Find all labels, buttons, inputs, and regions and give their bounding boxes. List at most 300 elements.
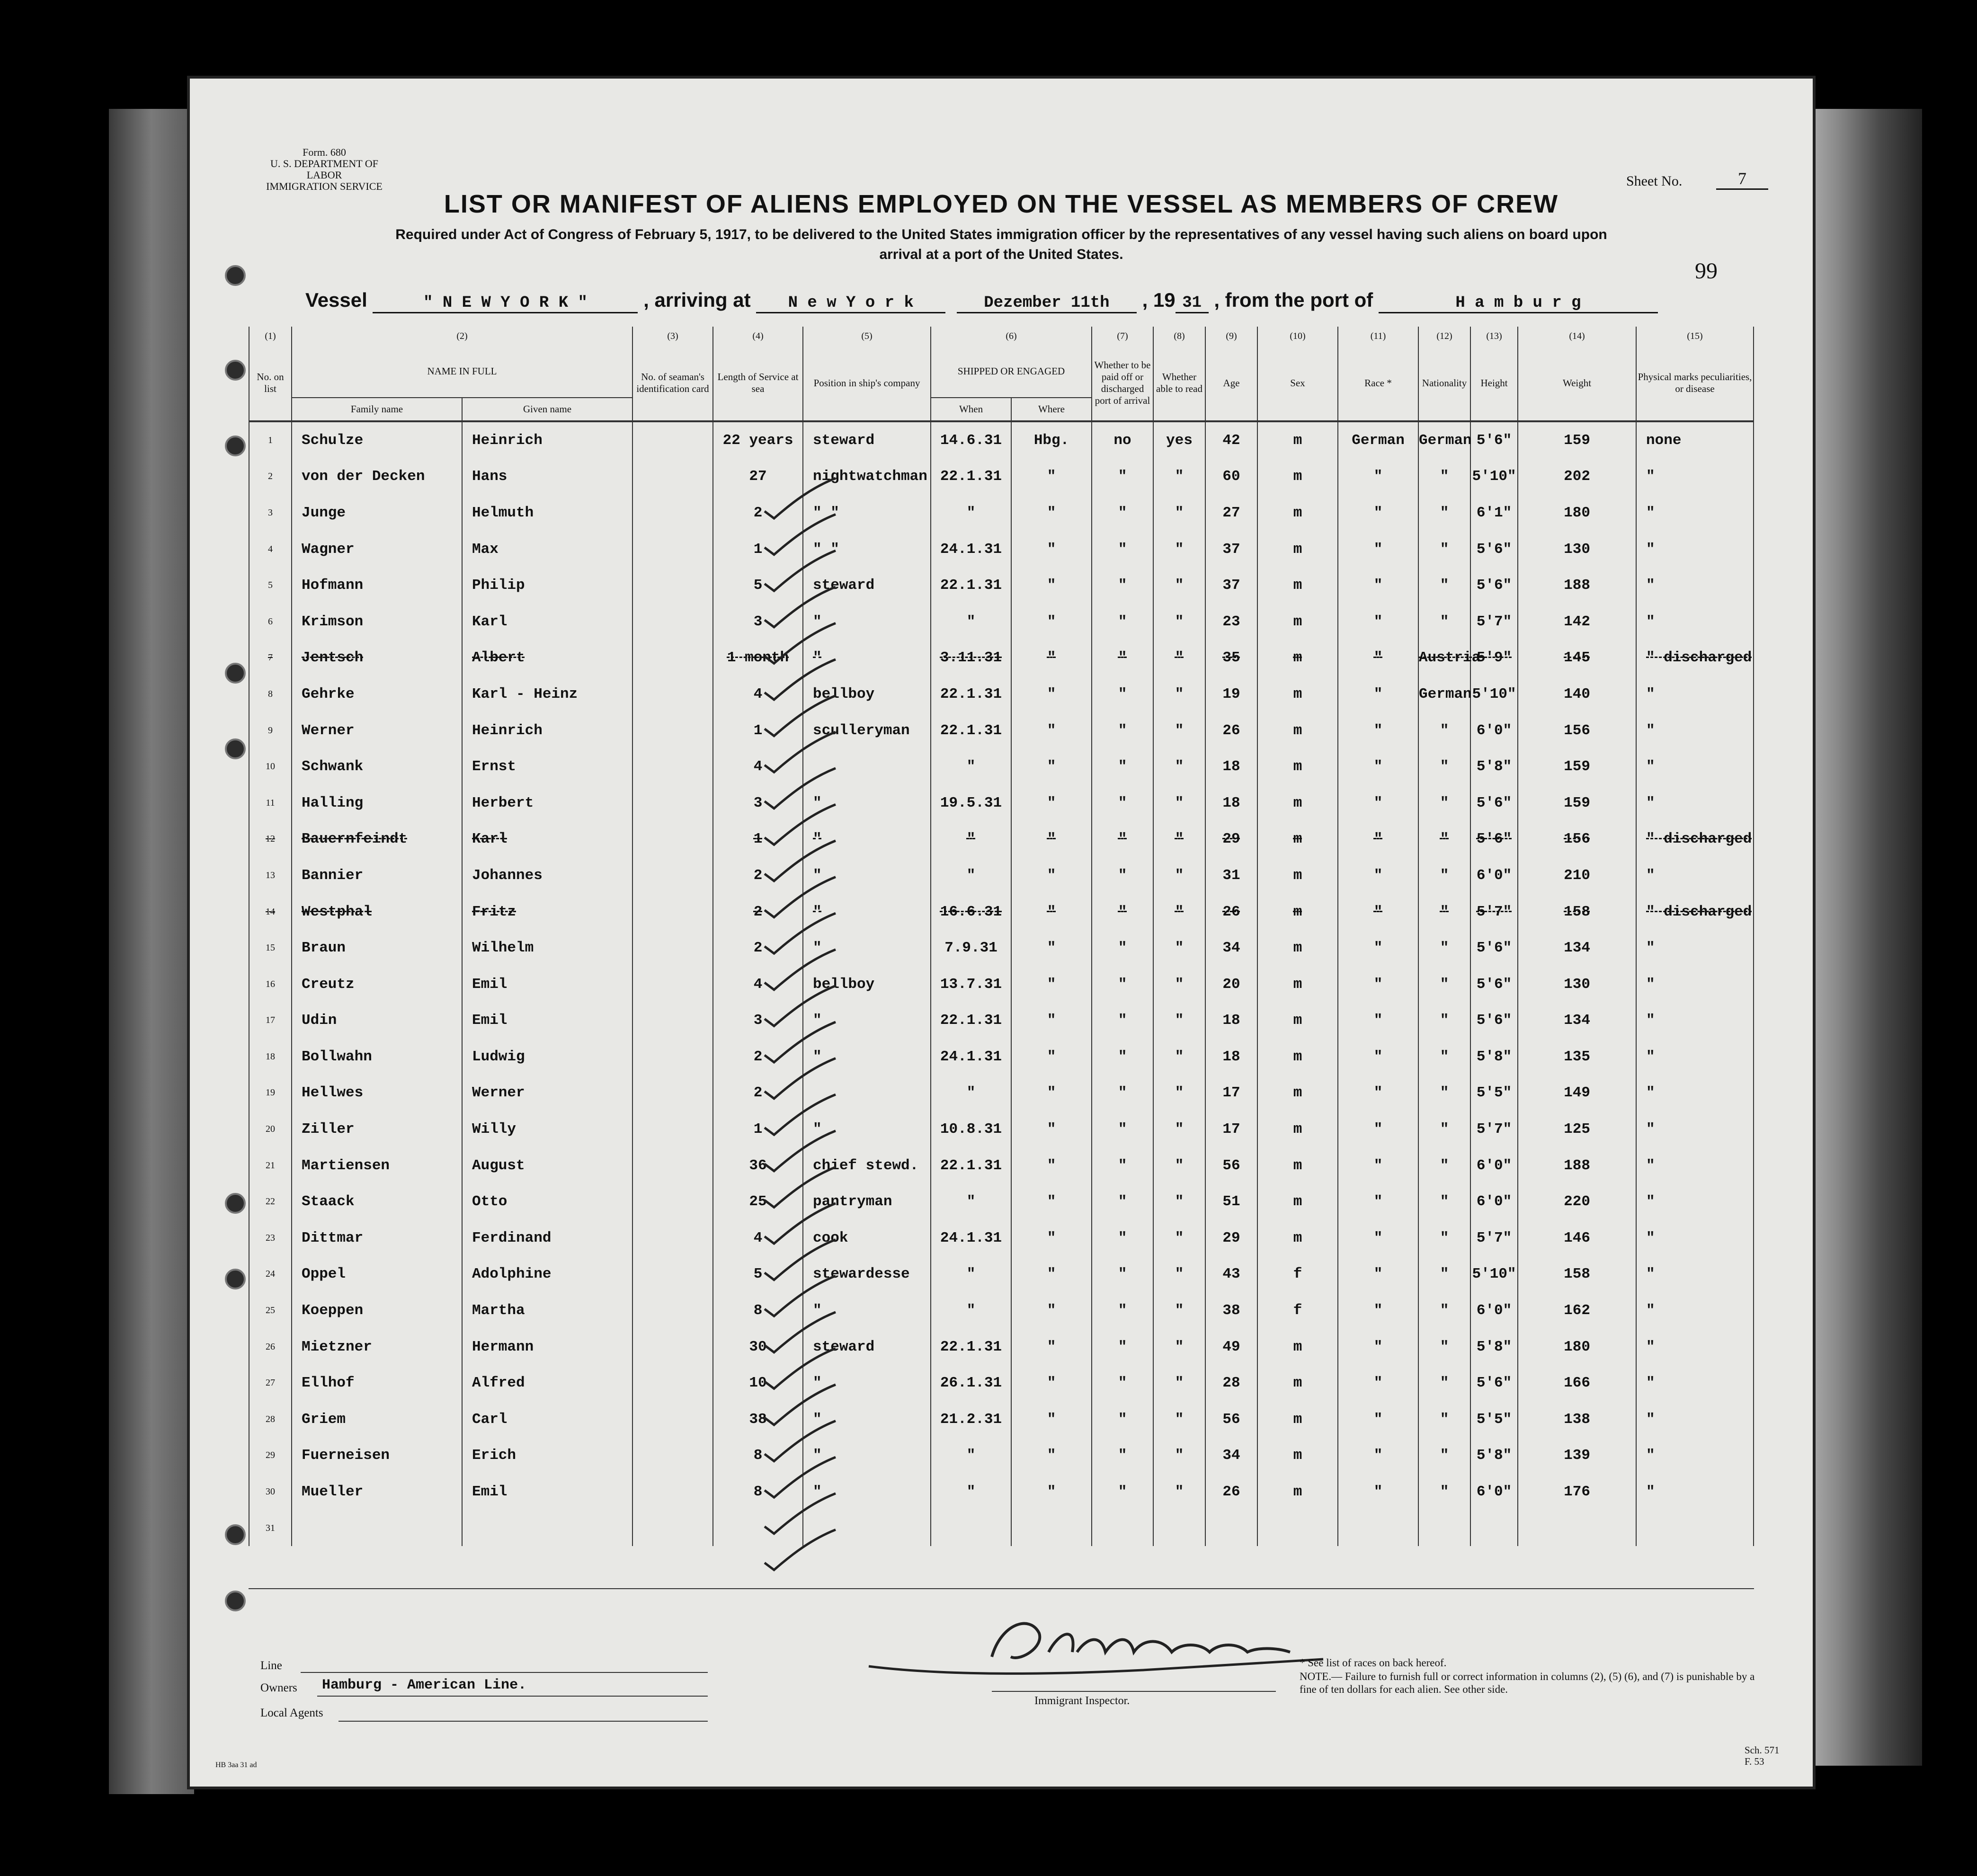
weight — [1518, 1510, 1636, 1547]
checkmarks-overlay — [736, 483, 859, 1628]
shipped-where: " — [1011, 857, 1092, 894]
position: " — [803, 821, 931, 858]
family-name: Bannier — [292, 857, 462, 894]
weight: 176 — [1518, 1474, 1636, 1510]
header-where: Where — [1011, 398, 1092, 421]
arriving-label: , arriving at — [643, 289, 751, 311]
age: 37 — [1205, 531, 1257, 568]
shipped-when: 22.1.31 — [931, 712, 1011, 749]
weight: 166 — [1518, 1365, 1636, 1401]
position: cook — [803, 1220, 931, 1256]
given-name: Johannes — [462, 857, 632, 894]
col-num-7: (7) — [1092, 327, 1153, 346]
race: " — [1338, 1183, 1418, 1220]
paid-off: " — [1092, 894, 1153, 930]
height: 5'9" — [1470, 640, 1518, 676]
able-read: " — [1153, 1401, 1205, 1438]
row-number: 31 — [249, 1510, 292, 1547]
id-card — [632, 1438, 713, 1474]
given-name: Helmuth — [462, 495, 632, 531]
shipped-when: 13.7.31 — [931, 966, 1011, 1003]
physical-marks: " — [1636, 1365, 1754, 1401]
physical-marks: " — [1636, 748, 1754, 785]
table-row — [249, 1111, 1754, 1147]
race: " — [1338, 604, 1418, 640]
table-row — [249, 1039, 1754, 1075]
given-name: Ludwig — [462, 1039, 632, 1075]
position: sculleryman — [803, 712, 931, 749]
height: 5'7" — [1470, 894, 1518, 930]
binding-hole — [225, 360, 246, 381]
weight: 210 — [1518, 857, 1636, 894]
weight: 134 — [1518, 1003, 1636, 1039]
header-able-read: Whether able to read — [1153, 346, 1205, 421]
age: 18 — [1205, 748, 1257, 785]
height: 5'6" — [1470, 531, 1518, 568]
nationality — [1418, 1510, 1470, 1547]
height: 5'10" — [1470, 459, 1518, 495]
race: " — [1338, 1438, 1418, 1474]
physical-marks: " — [1636, 930, 1754, 966]
given-name: Herbert — [462, 785, 632, 821]
nationality: " — [1418, 1365, 1470, 1401]
length-service: 4 — [713, 966, 803, 1003]
shipped-when: " — [931, 1438, 1011, 1474]
row-number: 10 — [249, 748, 292, 785]
position: " — [803, 1039, 931, 1075]
sex: f — [1257, 1292, 1338, 1329]
table-row — [249, 712, 1754, 749]
row-number: 22 — [249, 1183, 292, 1220]
col-num-8: (8) — [1153, 327, 1205, 346]
able-read: " — [1153, 567, 1205, 604]
table-row — [249, 1510, 1754, 1547]
header-nationality: Nationality — [1418, 346, 1470, 421]
paid-off: " — [1092, 1401, 1153, 1438]
weight: 180 — [1518, 1329, 1636, 1365]
paid-off: no — [1092, 421, 1153, 459]
age: 29 — [1205, 1220, 1257, 1256]
table-row — [249, 495, 1754, 531]
sex: m — [1257, 567, 1338, 604]
height: 5'10" — [1470, 1256, 1518, 1293]
weight: 130 — [1518, 531, 1636, 568]
nationality: " — [1418, 894, 1470, 930]
height: 5'10" — [1470, 676, 1518, 712]
shipped-where: " — [1011, 1147, 1092, 1184]
id-card — [632, 421, 713, 459]
height: 5'5" — [1470, 1075, 1518, 1111]
row-number: 14 — [249, 894, 292, 930]
age: 43 — [1205, 1256, 1257, 1293]
position: " — [803, 894, 931, 930]
given-name: Karl — [462, 604, 632, 640]
check-mark — [765, 804, 836, 845]
shipped-when — [931, 1510, 1011, 1547]
table-row — [249, 421, 1754, 459]
nationality: " — [1418, 1401, 1470, 1438]
shipped-when: " — [931, 1292, 1011, 1329]
table-row — [249, 1147, 1754, 1184]
shipped-where: " — [1011, 966, 1092, 1003]
id-card — [632, 531, 713, 568]
header-age: Age — [1205, 346, 1257, 421]
weight: 158 — [1518, 1256, 1636, 1293]
race: " — [1338, 1474, 1418, 1510]
table-row — [249, 1292, 1754, 1329]
given-name: Emil — [462, 966, 632, 1003]
row-number: 13 — [249, 857, 292, 894]
shipped-where: " — [1011, 1292, 1092, 1329]
family-name: Koeppen — [292, 1292, 462, 1329]
age: 23 — [1205, 604, 1257, 640]
physical-marks: " — [1636, 1474, 1754, 1510]
shipped-where: " — [1011, 930, 1092, 966]
sex: m — [1257, 640, 1338, 676]
check-mark — [765, 478, 836, 518]
length-service: 3 — [713, 785, 803, 821]
header-position: Position in ship's company — [803, 346, 931, 421]
row-number: 2 — [249, 459, 292, 495]
race — [1338, 1510, 1418, 1547]
weight: 188 — [1518, 567, 1636, 604]
height: 5'6" — [1470, 1365, 1518, 1401]
row-number: 3 — [249, 495, 292, 531]
weight: 159 — [1518, 748, 1636, 785]
position: " — [803, 930, 931, 966]
given-name: Ernst — [462, 748, 632, 785]
family-name: Jentsch — [292, 640, 462, 676]
sex: m — [1257, 712, 1338, 749]
nationality: " — [1418, 1183, 1470, 1220]
height: 5'7" — [1470, 1220, 1518, 1256]
local-agents-label: Local Agents — [260, 1707, 323, 1719]
page-title: LIST OR MANIFEST OF ALIENS EMPLOYED ON THE VESSEL AS MEMBERS OF CREW — [444, 190, 1559, 218]
nationality: " — [1418, 1111, 1470, 1147]
sex: m — [1257, 1220, 1338, 1256]
sex: m — [1257, 857, 1338, 894]
able-read: " — [1153, 857, 1205, 894]
sex: m — [1257, 1183, 1338, 1220]
row-number: 16 — [249, 966, 292, 1003]
height: 5'6" — [1470, 821, 1518, 858]
race: " — [1338, 821, 1418, 858]
able-read: yes — [1153, 421, 1205, 459]
length-service: 2 — [713, 857, 803, 894]
length-service: 22 years — [713, 421, 803, 459]
shipped-when: 24.1.31 — [931, 531, 1011, 568]
length-service: 38 — [713, 1401, 803, 1438]
from-label: , from the port of — [1214, 289, 1373, 311]
race: " — [1338, 894, 1418, 930]
able-read: " — [1153, 1256, 1205, 1293]
race: " — [1338, 1003, 1418, 1039]
sex: m — [1257, 785, 1338, 821]
position: chief stewd. — [803, 1147, 931, 1184]
table-row — [249, 640, 1754, 676]
sex: m — [1257, 930, 1338, 966]
family-name: Krimson — [292, 604, 462, 640]
header-marks: Physical marks peculiarities, or disease — [1636, 346, 1754, 421]
position: " — [803, 1003, 931, 1039]
binding-hole — [225, 663, 246, 684]
page-subtitle: Required under Act of Congress of February 5, 1917, to be delivered to the United States immigration officer by the representatives of any vessel having such aliens on board upon arrival at a port of the United States. — [395, 227, 1607, 262]
family-name: Dittmar — [292, 1220, 462, 1256]
sex: m — [1257, 1438, 1338, 1474]
able-read: " — [1153, 748, 1205, 785]
age: 26 — [1205, 894, 1257, 930]
physical-marks: " — [1636, 1183, 1754, 1220]
check-mark — [765, 1494, 836, 1534]
id-card — [632, 1220, 713, 1256]
id-card — [632, 894, 713, 930]
family-name: Mueller — [292, 1474, 462, 1510]
nationality: " — [1418, 1147, 1470, 1184]
shipped-when: 22.1.31 — [931, 1003, 1011, 1039]
arriving-port: N e w Y o r k — [756, 294, 945, 313]
paid-off: " — [1092, 785, 1153, 821]
nationality: " — [1418, 531, 1470, 568]
shipped-when: 21.2.31 — [931, 1401, 1011, 1438]
table-row — [249, 1256, 1754, 1293]
able-read: " — [1153, 712, 1205, 749]
id-card — [632, 1474, 713, 1510]
height: 5'5" — [1470, 1401, 1518, 1438]
family-name: Gehrke — [292, 676, 462, 712]
family-name: Werner — [292, 712, 462, 749]
table-row — [249, 966, 1754, 1003]
col-num-15: (15) — [1636, 327, 1754, 346]
paid-off: " — [1092, 495, 1153, 531]
race: " — [1338, 640, 1418, 676]
shipped-when: 22.1.31 — [931, 459, 1011, 495]
age: 18 — [1205, 1039, 1257, 1075]
physical-marks: " — [1636, 785, 1754, 821]
id-card — [632, 1183, 713, 1220]
length-service: 8 — [713, 1438, 803, 1474]
shipped-where: " — [1011, 604, 1092, 640]
family-name: Wagner — [292, 531, 462, 568]
age: 56 — [1205, 1401, 1257, 1438]
col-num-9: (9) — [1205, 327, 1257, 346]
row-number: 26 — [249, 1329, 292, 1365]
table-bottom-rule — [249, 1588, 1754, 1589]
race: " — [1338, 1292, 1418, 1329]
agents-rule — [338, 1721, 708, 1722]
vessel-line — [305, 289, 1658, 313]
length-service: 2 — [713, 1075, 803, 1111]
given-name: Willy — [462, 1111, 632, 1147]
age: 56 — [1205, 1147, 1257, 1184]
race: German — [1338, 421, 1418, 459]
family-name: Bauernfeindt — [292, 821, 462, 858]
table-row — [249, 821, 1754, 858]
position: " — [803, 1401, 931, 1438]
age: 18 — [1205, 785, 1257, 821]
schedule-reference: Sch. 571 F. 53 — [1745, 1744, 1780, 1767]
signature-rule — [992, 1691, 1276, 1692]
physical-marks: " discharged — [1636, 640, 1754, 676]
length-service: 25 — [713, 1183, 803, 1220]
header-race: Race * — [1338, 346, 1418, 421]
row-number: 25 — [249, 1292, 292, 1329]
form-reference: Form. 680 U. S. DEPARTMENT OF LABOR IMMIGRATION SERVICE — [266, 146, 383, 192]
position: steward — [803, 421, 931, 459]
paid-off: " — [1092, 966, 1153, 1003]
table-row — [249, 1438, 1754, 1474]
check-mark — [765, 1240, 836, 1280]
paid-off: " — [1092, 1147, 1153, 1184]
sex: m — [1257, 748, 1338, 785]
given-name: Karl - Heinz — [462, 676, 632, 712]
position: " — [803, 1365, 931, 1401]
races-note: * See list of races on back hereof. — [1300, 1657, 1447, 1669]
race: " — [1338, 1365, 1418, 1401]
shipped-where: " — [1011, 676, 1092, 712]
col-num-1: (1) — [249, 327, 292, 346]
line-label: Line — [260, 1659, 282, 1672]
id-card — [632, 676, 713, 712]
family-name: Ziller — [292, 1111, 462, 1147]
paid-off: " — [1092, 821, 1153, 858]
sex: m — [1257, 604, 1338, 640]
physical-marks: " — [1636, 1039, 1754, 1075]
penalty-note: NOTE.— Failure to furnish full or correct information in columns (2), (5) (6), and (7) is punishable by a fine of ten dollars for each alien. See other side. — [1300, 1671, 1755, 1695]
age — [1205, 1510, 1257, 1547]
family-name: Staack — [292, 1183, 462, 1220]
shipped-when: " — [931, 604, 1011, 640]
height: 5'6" — [1470, 421, 1518, 459]
given-name: Adolphine — [462, 1256, 632, 1293]
sex: m — [1257, 894, 1338, 930]
table-row — [249, 894, 1754, 930]
weight: 134 — [1518, 930, 1636, 966]
check-mark — [765, 1131, 836, 1171]
race: " — [1338, 785, 1418, 821]
table-row — [249, 1003, 1754, 1039]
row-number: 6 — [249, 604, 292, 640]
physical-marks: " discharged — [1636, 821, 1754, 858]
check-mark — [765, 913, 836, 953]
nationality: " — [1418, 857, 1470, 894]
id-card — [632, 785, 713, 821]
length-service: 1 month — [713, 640, 803, 676]
row-number: 17 — [249, 1003, 292, 1039]
shipped-when: 22.1.31 — [931, 567, 1011, 604]
shipped-where: " — [1011, 567, 1092, 604]
physical-marks: " — [1636, 712, 1754, 749]
age: 18 — [1205, 1003, 1257, 1039]
arrival-date: Dezember 11th — [957, 294, 1137, 313]
row-number: 20 — [249, 1111, 292, 1147]
row-number: 18 — [249, 1039, 292, 1075]
check-mark — [765, 768, 836, 809]
weight: 135 — [1518, 1039, 1636, 1075]
sex: m — [1257, 1474, 1338, 1510]
sex: m — [1257, 1365, 1338, 1401]
given-name: Emil — [462, 1003, 632, 1039]
id-card — [632, 821, 713, 858]
age: 37 — [1205, 567, 1257, 604]
table-row — [249, 1183, 1754, 1220]
nationality: " — [1418, 821, 1470, 858]
row-number: 19 — [249, 1075, 292, 1111]
col-num-14: (14) — [1518, 327, 1636, 346]
paid-off: " — [1092, 1183, 1153, 1220]
table-row — [249, 1329, 1754, 1365]
able-read: " — [1153, 1438, 1205, 1474]
table-row — [249, 567, 1754, 604]
shipped-where: " — [1011, 640, 1092, 676]
check-mark — [765, 696, 836, 736]
page-number: 99 — [1695, 258, 1718, 284]
id-card — [632, 748, 713, 785]
shipped-when: 22.1.31 — [931, 1147, 1011, 1184]
physical-marks: " — [1636, 1438, 1754, 1474]
race: " — [1338, 676, 1418, 712]
table-row — [249, 676, 1754, 712]
position: steward — [803, 1329, 931, 1365]
given-name: Emil — [462, 1474, 632, 1510]
shipped-where: " — [1011, 1365, 1092, 1401]
nationality: " — [1418, 604, 1470, 640]
paid-off: " — [1092, 567, 1153, 604]
length-service: 8 — [713, 1474, 803, 1510]
sheet-label: Sheet No. — [1626, 173, 1683, 189]
length-service: 2 — [713, 1039, 803, 1075]
shipped-where: " — [1011, 1256, 1092, 1293]
given-name: Ferdinand — [462, 1220, 632, 1256]
paid-off: " — [1092, 857, 1153, 894]
family-name: Fuerneisen — [292, 1438, 462, 1474]
shipped-where: " — [1011, 894, 1092, 930]
table-row — [249, 1474, 1754, 1510]
age: 35 — [1205, 640, 1257, 676]
col-num-10: (10) — [1257, 327, 1338, 346]
family-name: Schulze — [292, 421, 462, 459]
book-binding — [109, 109, 194, 1794]
age: 29 — [1205, 821, 1257, 858]
shipped-when: " — [931, 1256, 1011, 1293]
col-num-3: (3) — [632, 327, 713, 346]
given-name: Wilhelm — [462, 930, 632, 966]
paid-off: " — [1092, 1075, 1153, 1111]
shipped-where: " — [1011, 785, 1092, 821]
physical-marks: " — [1636, 1256, 1754, 1293]
sex: m — [1257, 821, 1338, 858]
check-mark — [765, 1058, 836, 1099]
paid-off: " — [1092, 1438, 1153, 1474]
sheet-number: 7 — [1716, 169, 1768, 190]
able-read: " — [1153, 1365, 1205, 1401]
weight: 159 — [1518, 785, 1636, 821]
sex: m — [1257, 1147, 1338, 1184]
shipped-when: " — [931, 748, 1011, 785]
paid-off: " — [1092, 1220, 1153, 1256]
row-number: 30 — [249, 1474, 292, 1510]
check-mark — [765, 877, 836, 917]
weight: 139 — [1518, 1438, 1636, 1474]
year-label: , 19 — [1142, 289, 1176, 311]
shipped-when: " — [931, 495, 1011, 531]
weight: 146 — [1518, 1220, 1636, 1256]
height: 6'0" — [1470, 1474, 1518, 1510]
age: 26 — [1205, 712, 1257, 749]
header-when: When — [931, 398, 1011, 421]
race: " — [1338, 1039, 1418, 1075]
position: " " — [803, 531, 931, 568]
table-header — [249, 327, 1754, 421]
